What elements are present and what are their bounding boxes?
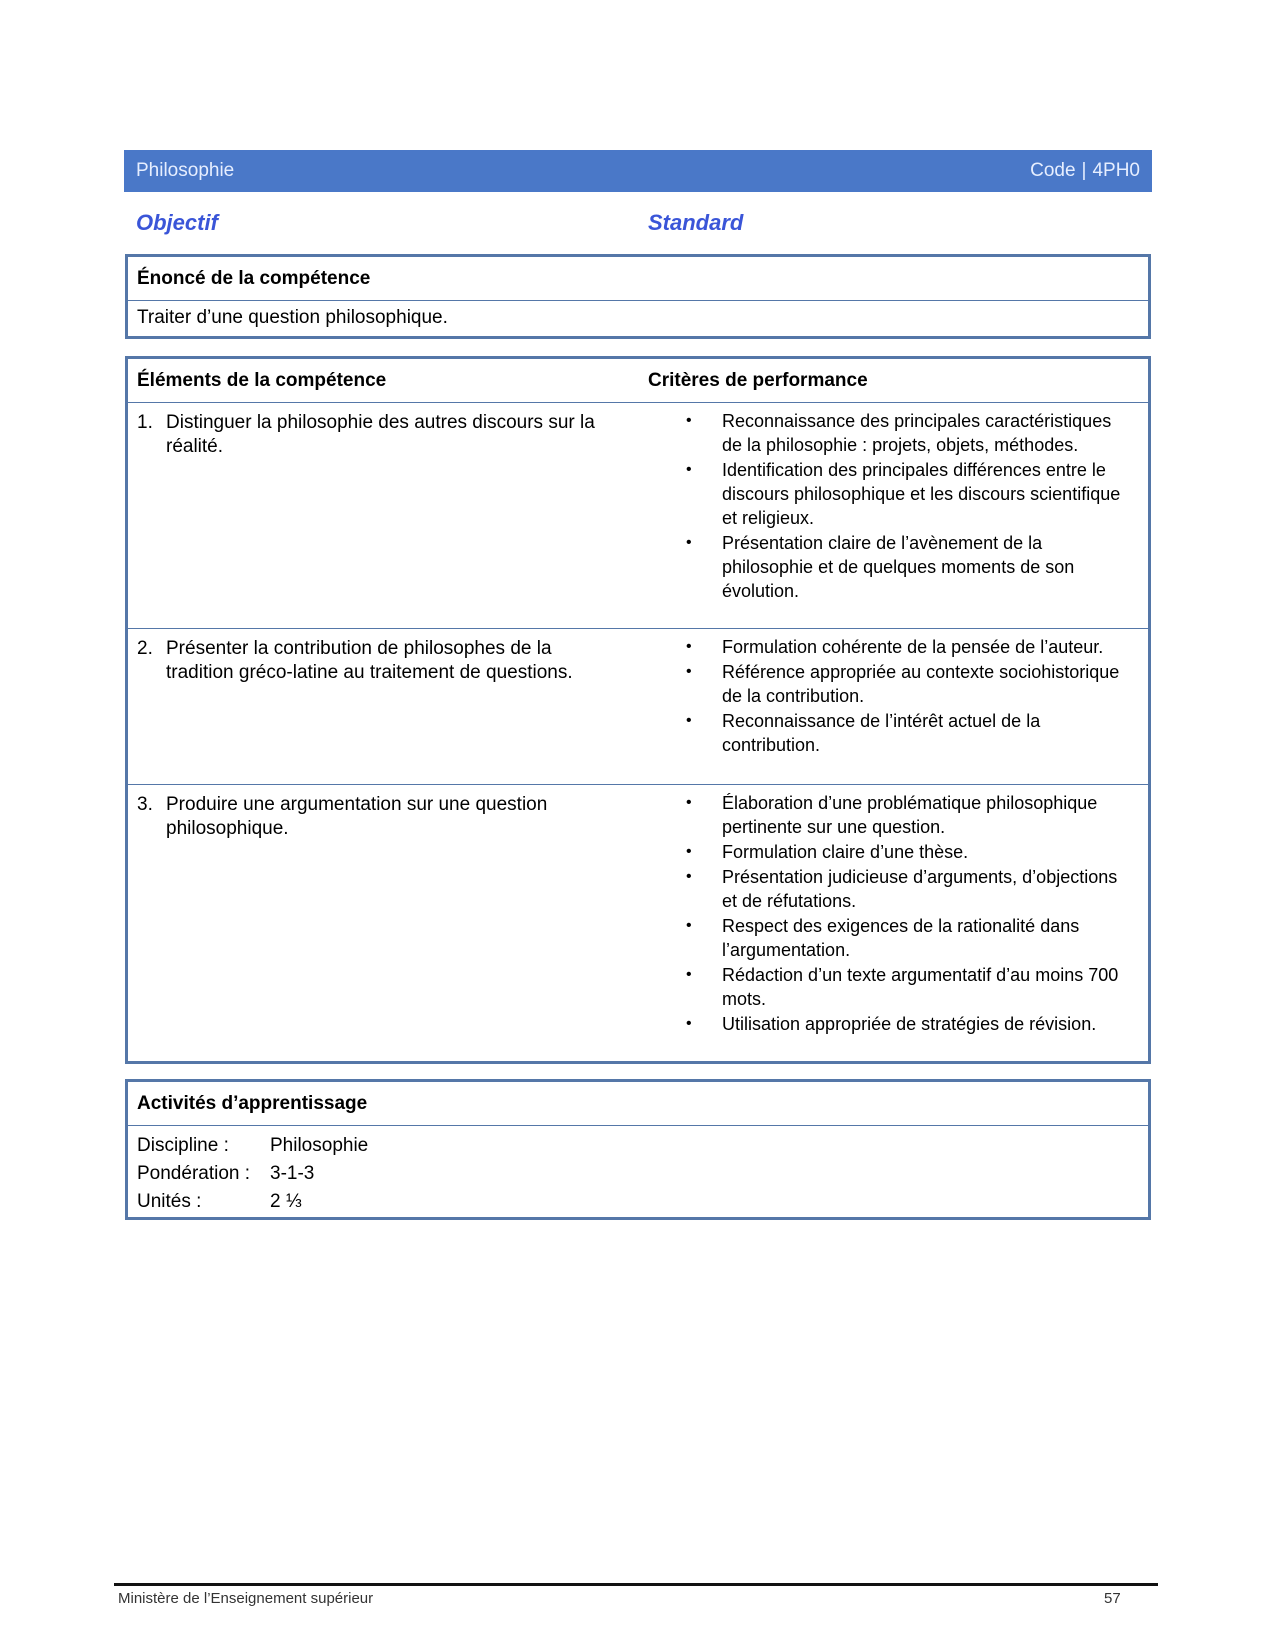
- unites-value: 2 ⅓: [270, 1191, 302, 1212]
- element-statement: [137, 411, 607, 459]
- header-title: Philosophie: [136, 160, 235, 181]
- criterion-item: [686, 635, 1136, 659]
- discipline-label: Discipline :: [137, 1135, 229, 1156]
- unites-line: [137, 1188, 1139, 1216]
- criterion-text: Présentation judicieuse d’arguments, d’objections et de réfutations.: [722, 867, 1118, 911]
- elements-head: [128, 359, 1148, 403]
- enonce-text: Traiter d’une question philosophique.: [137, 307, 448, 328]
- criterion-item: [686, 840, 1136, 864]
- bullet-icon: •: [686, 638, 692, 655]
- criterion-text: Formulation claire d’une thèse.: [722, 842, 969, 862]
- enonce-box: [125, 254, 1151, 339]
- criterion-text: Référence appropriée au contexte sociohistorique de la contribution.: [722, 662, 1120, 706]
- criterion-text: Rédaction d’un texte argumentatif d’au moins 700 mots.: [722, 965, 1119, 1009]
- element-statement: [137, 637, 607, 685]
- footer-divider: [114, 1583, 1158, 1586]
- criteria-list: [686, 635, 1136, 758]
- elements-heading: Éléments de la compétence: [137, 369, 387, 391]
- criterion-text: Identification des principales différences entre le discours philosophique et les discours scientifique et religieux.: [722, 460, 1121, 528]
- criteria-list: [686, 409, 1136, 604]
- bullet-icon: •: [686, 1015, 692, 1032]
- criterion-item: [686, 791, 1136, 839]
- ponderation-label: Pondération :: [137, 1163, 251, 1184]
- criterion-text: Présentation claire de l’avènement de la philosophie et de quelques moments de son évolution.: [722, 533, 1075, 601]
- element-row: [128, 785, 1148, 1063]
- code-value: 4PH0: [1092, 160, 1140, 181]
- element-statement: [137, 793, 607, 841]
- discipline-line: [137, 1132, 1139, 1160]
- bullet-icon: •: [686, 966, 692, 983]
- element-number: 3.: [137, 794, 153, 815]
- standard-label: Standard: [648, 210, 744, 235]
- activites-body: [128, 1126, 1148, 1222]
- element-text: Distinguer la philosophie des autres discours sur la réalité.: [166, 412, 595, 457]
- objective-row: [136, 210, 1146, 240]
- criterion-item: [686, 914, 1136, 962]
- criterion-item: [686, 709, 1136, 757]
- criterion-text: Formulation cohérente de la pensée de l’auteur.: [722, 637, 1104, 657]
- code-label: Code: [1030, 160, 1076, 181]
- bullet-icon: •: [686, 412, 692, 429]
- ponderation-line: [137, 1160, 1139, 1188]
- element-text: Présenter la contribution de philosophes de la tradition gréco-latine au traitement de questions.: [166, 638, 573, 683]
- header-code: [1030, 160, 1140, 182]
- element-row: [128, 629, 1148, 785]
- page-number: 57: [1104, 1590, 1121, 1607]
- activites-heading: Activités d’apprentissage: [128, 1082, 1148, 1126]
- enonce-heading: Énoncé de la compétence: [128, 257, 1148, 301]
- objectif-label: Objectif: [136, 210, 218, 235]
- footer-ministry: Ministère de l’Enseignement supérieur: [118, 1590, 374, 1607]
- unites-label: Unités :: [137, 1191, 202, 1212]
- criteria-list: [686, 791, 1136, 1037]
- bullet-icon: •: [686, 663, 692, 680]
- code-separator: |: [1081, 160, 1087, 181]
- bullet-icon: •: [686, 843, 692, 860]
- ponderation-value: 3-1-3: [270, 1163, 315, 1184]
- element-number: 1.: [137, 412, 153, 433]
- bullet-icon: •: [686, 461, 692, 478]
- criteria-heading: Critères de performance: [648, 369, 868, 391]
- criterion-text: Respect des exigences de la rationalité dans l’argumentation.: [722, 916, 1080, 960]
- criterion-item: [686, 963, 1136, 1011]
- discipline-value: Philosophie: [270, 1135, 369, 1156]
- element-text: Produire une argumentation sur une question philosophique.: [166, 794, 548, 839]
- criterion-item: [686, 660, 1136, 708]
- activites-box: [125, 1079, 1151, 1220]
- criterion-text: Élaboration d’une problématique philosophique pertinente sur une question.: [722, 793, 1098, 837]
- bullet-icon: •: [686, 794, 692, 811]
- criterion-item: [686, 1012, 1136, 1036]
- elements-box: [125, 356, 1151, 1064]
- bullet-icon: •: [686, 868, 692, 885]
- criterion-item: [686, 531, 1136, 603]
- criterion-text: Reconnaissance de l’intérêt actuel de la contribution.: [722, 711, 1041, 755]
- criterion-item: [686, 865, 1136, 913]
- criterion-item: [686, 458, 1136, 530]
- criterion-text: Utilisation appropriée de stratégies de révision.: [722, 1014, 1097, 1034]
- element-row: [128, 403, 1148, 629]
- bullet-icon: •: [686, 712, 692, 729]
- header-bar: [124, 150, 1152, 192]
- criterion-text: Reconnaissance des principales caractéristiques de la philosophie : projets, objets, méthodes.: [722, 411, 1112, 455]
- element-number: 2.: [137, 638, 153, 659]
- criterion-item: [686, 409, 1136, 457]
- bullet-icon: •: [686, 917, 692, 934]
- bullet-icon: •: [686, 534, 692, 551]
